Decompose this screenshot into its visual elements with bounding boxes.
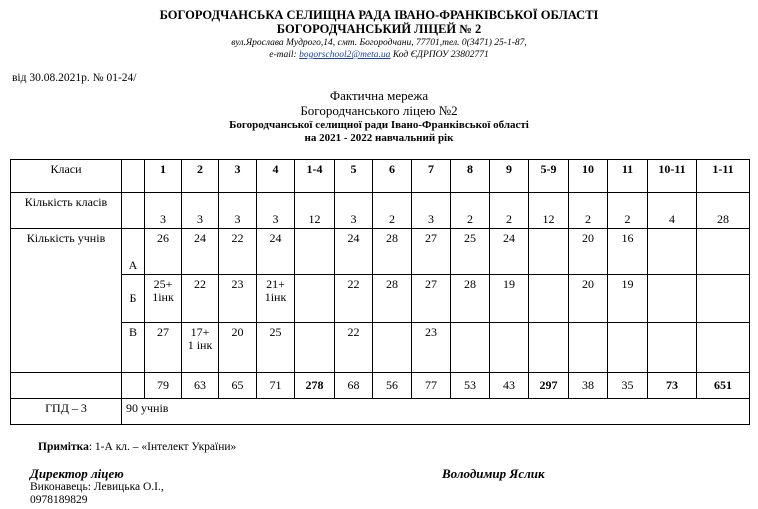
executor-phone: 0978189829 — [30, 494, 88, 506]
students-label: Кількість учнів — [11, 229, 122, 373]
total-cell: 73 — [648, 373, 697, 399]
student-cell: 25+ 1інк — [145, 275, 182, 323]
org-name-line1: БОГОРОДЧАНСЬКА СЕЛИЩНА РАДА ІВАНО-ФРАНКІВСЬКОЇ ОБЛАСТІ — [159, 8, 599, 22]
row-letter: А — [122, 229, 145, 275]
class-count-cell: 4 — [648, 193, 697, 229]
total-cell: 63 — [182, 373, 219, 399]
student-cell — [529, 275, 569, 323]
total-cell: 651 — [697, 373, 750, 399]
students-row-v — [11, 323, 750, 373]
row-letter: В — [122, 323, 145, 373]
class-count-cell: 2 — [373, 193, 412, 229]
director-name: Володимир Яслик — [442, 466, 545, 481]
student-cell: 20 — [569, 275, 608, 323]
letter-cell — [122, 373, 145, 399]
class-count-cell: 28 — [697, 193, 750, 229]
email-link[interactable]: bogorschool2@meta.ua — [299, 50, 391, 60]
director-title: Директор ліцею — [30, 466, 124, 481]
total-cell: 79 — [145, 373, 182, 399]
student-cell — [295, 229, 335, 275]
org-contacts — [0, 50, 758, 60]
column-header: 5-9 — [529, 160, 569, 193]
executor: Виконавець: Левицька О.І., — [30, 481, 164, 493]
header-row — [11, 160, 750, 193]
student-cell: 24 — [335, 229, 373, 275]
student-cell — [490, 323, 529, 373]
student-cell — [529, 229, 569, 275]
student-cell — [529, 323, 569, 373]
student-cell: 17+ 1 інк — [182, 323, 219, 373]
student-cell — [648, 229, 697, 275]
total-cell: 38 — [569, 373, 608, 399]
class-count-label: Кількість класів — [11, 193, 122, 229]
class-count-cell: 12 — [295, 193, 335, 229]
student-cell: 28 — [373, 229, 412, 275]
document-reference: від 30.08.2021р. № 01-24/ — [12, 72, 137, 84]
student-cell: 23 — [219, 275, 257, 323]
student-cell: 22 — [335, 275, 373, 323]
student-cell: 27 — [412, 275, 451, 323]
student-cell — [295, 275, 335, 323]
class-count-cell: 2 — [608, 193, 648, 229]
gpd-value: 90 учнів — [122, 399, 750, 425]
column-header: 11 — [608, 160, 648, 193]
class-network-table — [10, 159, 750, 425]
student-cell: 25 — [257, 323, 295, 373]
student-cell: 21+ 1інк — [257, 275, 295, 323]
total-cell: 56 — [373, 373, 412, 399]
student-cell: 27 — [412, 229, 451, 275]
column-header: 5 — [335, 160, 373, 193]
note — [38, 441, 236, 453]
class-count-cell: 3 — [412, 193, 451, 229]
note-label: Примітка — [38, 441, 89, 453]
student-cell: 23 — [412, 323, 451, 373]
totals-row — [11, 373, 750, 399]
classes-header: Класи — [11, 160, 122, 193]
column-header: 1-11 — [697, 160, 750, 193]
student-cell: 20 — [569, 229, 608, 275]
student-cell — [697, 229, 750, 275]
column-header: 10-11 — [648, 160, 697, 193]
gpd-row — [11, 399, 750, 425]
column-header: 9 — [490, 160, 529, 193]
letter-header-cell — [122, 160, 145, 193]
email-label: e-mail: — [269, 50, 297, 60]
student-cell: 24 — [182, 229, 219, 275]
students-row-a — [11, 229, 750, 275]
total-cell: 43 — [490, 373, 529, 399]
row-letter: Б — [122, 275, 145, 323]
class-count-cell: 2 — [490, 193, 529, 229]
class-count-row — [11, 193, 750, 229]
total-cell: 297 — [529, 373, 569, 399]
student-cell: 26 — [145, 229, 182, 275]
student-cell: 19 — [608, 275, 648, 323]
student-cell: 16 — [608, 229, 648, 275]
gpd-label: ГПД – 3 — [11, 399, 122, 425]
students-row-b — [11, 275, 750, 323]
class-count-cell: 3 — [335, 193, 373, 229]
class-count-cell: 3 — [219, 193, 257, 229]
totals-label-cell — [11, 373, 122, 399]
student-cell: 25 — [451, 229, 490, 275]
class-count-cell: 2 — [451, 193, 490, 229]
column-header: 2 — [182, 160, 219, 193]
student-cell — [451, 323, 490, 373]
total-cell: 65 — [219, 373, 257, 399]
student-cell — [697, 323, 750, 373]
column-header: 1-4 — [295, 160, 335, 193]
class-count-cell: 3 — [182, 193, 219, 229]
student-cell — [648, 323, 697, 373]
total-cell: 35 — [608, 373, 648, 399]
student-cell — [373, 323, 412, 373]
student-cell: 22 — [219, 229, 257, 275]
title-line3: Богородчанської селищної ради Івано-Франківської області — [229, 119, 529, 131]
class-count-cell: 3 — [257, 193, 295, 229]
total-cell: 68 — [335, 373, 373, 399]
class-count-cell: 2 — [569, 193, 608, 229]
total-cell: 77 — [412, 373, 451, 399]
column-header: 4 — [257, 160, 295, 193]
column-header: 6 — [373, 160, 412, 193]
total-cell: 278 — [295, 373, 335, 399]
org-name-line2: БОГОРОДЧАНСЬКИЙ ЛІЦЕЙ № 2 — [276, 22, 482, 36]
student-cell — [697, 275, 750, 323]
column-header: 10 — [569, 160, 608, 193]
student-cell: 24 — [490, 229, 529, 275]
column-header: 1 — [145, 160, 182, 193]
class-count-cell: 12 — [529, 193, 569, 229]
student-cell: 24 — [257, 229, 295, 275]
student-cell: 22 — [182, 275, 219, 323]
student-cell: 27 — [145, 323, 182, 373]
edrpou-code: Код ЄДРПОУ 23802771 — [392, 50, 489, 60]
note-text: : 1-А кл. – «Інтелект України» — [88, 441, 237, 453]
student-cell: 28 — [451, 275, 490, 323]
org-address: вул.Ярослава Мудрого,14, смт. Богородчани, 77701,тел. 0(3471) 25-1-87, — [231, 38, 527, 48]
student-cell — [608, 323, 648, 373]
student-cell — [569, 323, 608, 373]
letter-cell — [122, 193, 145, 229]
total-cell: 53 — [451, 373, 490, 399]
column-header: 7 — [412, 160, 451, 193]
class-count-cell: 3 — [145, 193, 182, 229]
student-cell: 19 — [490, 275, 529, 323]
total-cell: 71 — [257, 373, 295, 399]
column-header: 8 — [451, 160, 490, 193]
student-cell: 22 — [335, 323, 373, 373]
student-cell — [295, 323, 335, 373]
student-cell: 28 — [373, 275, 412, 323]
title-line2: Богородчанського ліцею №2 — [300, 103, 458, 118]
title-line4: на 2021 - 2022 навчальний рік — [304, 132, 454, 144]
title-line1: Фактична мережа — [329, 88, 429, 103]
student-cell — [648, 275, 697, 323]
student-cell: 20 — [219, 323, 257, 373]
column-header: 3 — [219, 160, 257, 193]
